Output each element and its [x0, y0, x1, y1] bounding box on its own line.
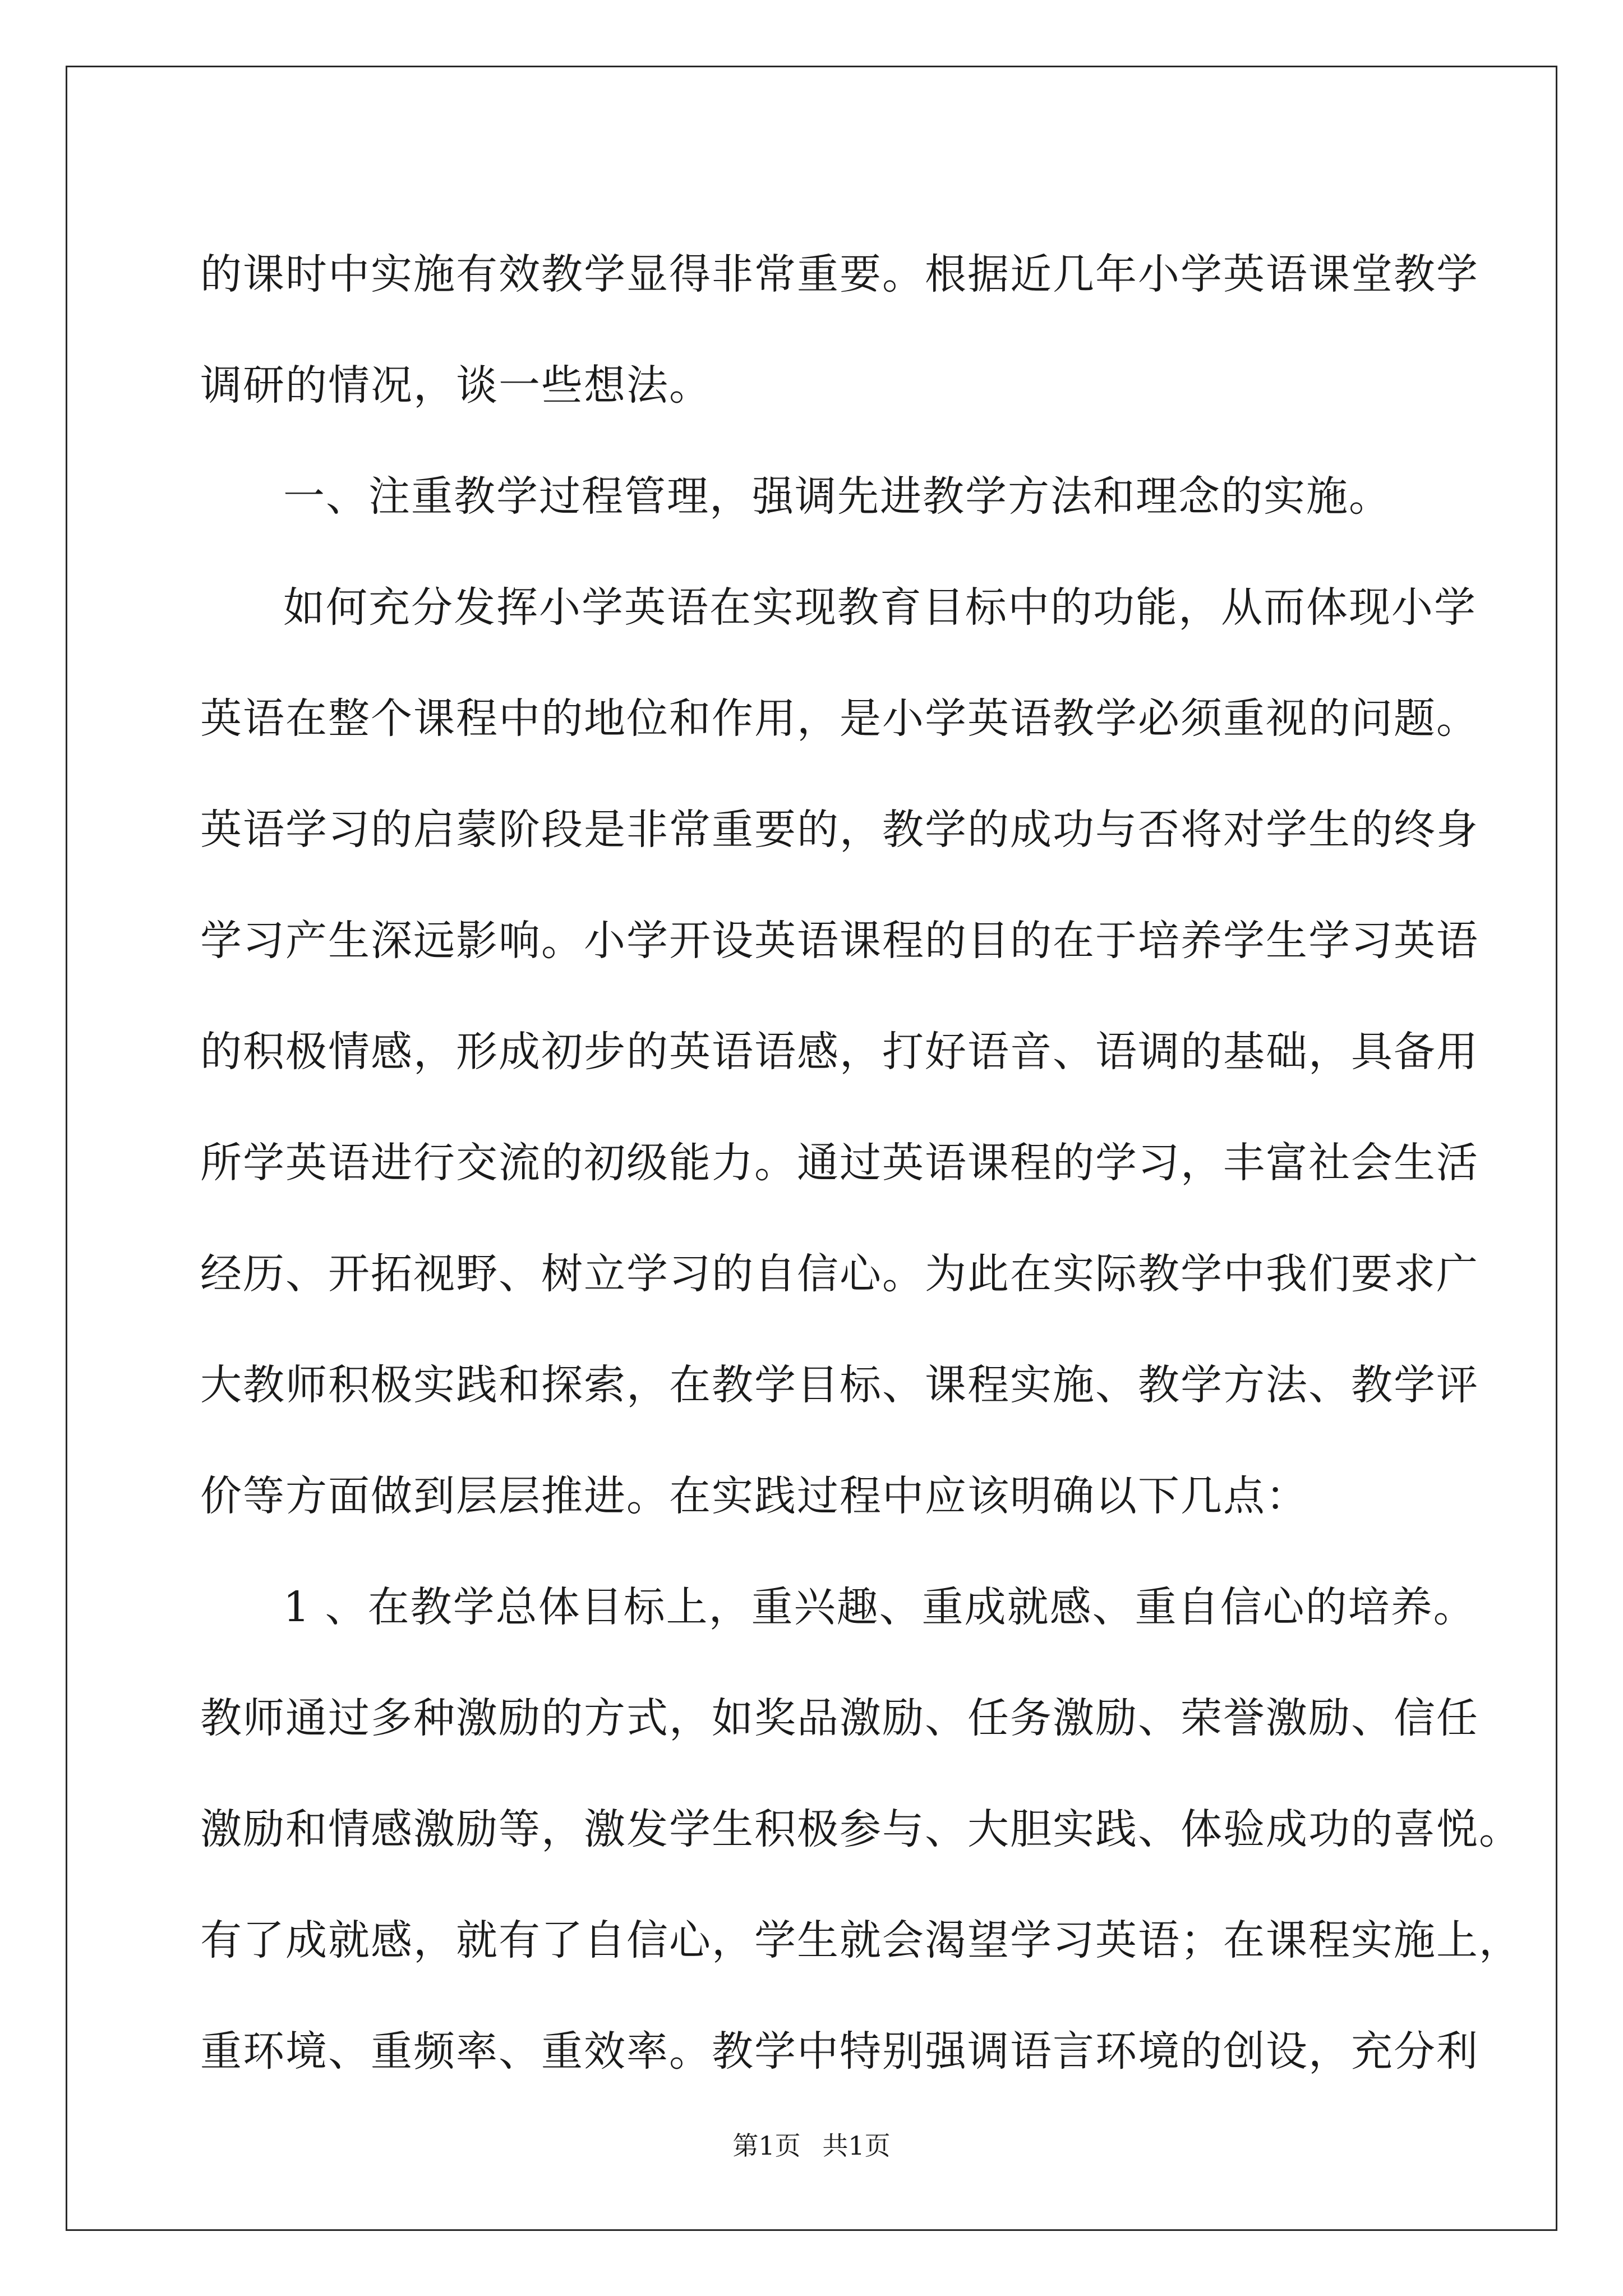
text-line-2: 调研的情况，谈一些想法。: [200, 361, 712, 409]
text-line-11: 大教师积极实践和探索，在教学目标、课程实施、教学方法、教学评: [200, 1361, 1479, 1409]
text-line-3: 一、注重教学过程管理，强调先进教学方法和理念的实施。: [283, 472, 1391, 521]
text-line-8: 的积极情感，形成初步的英语语感，打好语音、语调的基础，具备用: [200, 1028, 1479, 1076]
text-line-15: 激励和情感激励等，激发学生积极参与、大胆实践、体验成功的喜悦。: [200, 1805, 1521, 1853]
text-line-12: 价等方面做到层层推进。在实践过程中应该明确以下几点：: [200, 1472, 1308, 1520]
text-line-6: 英语学习的启蒙阶段是非常重要的，教学的成功与否将对学生的终身: [200, 806, 1479, 854]
body-text: [200, 219, 1521, 2107]
text-line-9: 所学英语进行交流的初级能力。通过英语课程的学习，丰富社会生活: [200, 1139, 1479, 1187]
text-line-1: 的课时中实施有效教学显得非常重要。根据近几年小学英语课堂教学: [200, 250, 1479, 298]
page-footer: [0, 2129, 1623, 2162]
text-line-14: 教师通过多种激励的方式，如奖品激励、任务激励、荣誉激励、信任: [200, 1694, 1479, 1742]
text-line-10: 经历、开拓视野、树立学习的自信心。为此在实际教学中我们要求广: [200, 1250, 1479, 1298]
page-number: 第1页: [732, 2131, 801, 2161]
text-line-16: 有了成就感，就有了自信心，学生就会渴望学习英语；在课程实施上，: [200, 1916, 1521, 1964]
text-line-4: 如何充分发挥小学英语在实现教育目标中的功能，从而体现小学: [283, 583, 1477, 632]
text-line-17: 重环境、重频率、重效率。教学中特别强调语言环境的创设，充分利: [200, 2027, 1479, 2076]
text-line-5: 英语在整个课程中的地位和作用，是小学英语教学必须重视的问题。: [200, 694, 1479, 743]
text-line-13: 1 、在教学总体目标上，重兴趣、重成就感、重自信心的培养。: [283, 1583, 1476, 1631]
text-line-7: 学习产生深远影响。小学开设英语课程的目的在于培养学生学习英语: [200, 917, 1479, 965]
page-total: 共1页: [822, 2131, 891, 2161]
